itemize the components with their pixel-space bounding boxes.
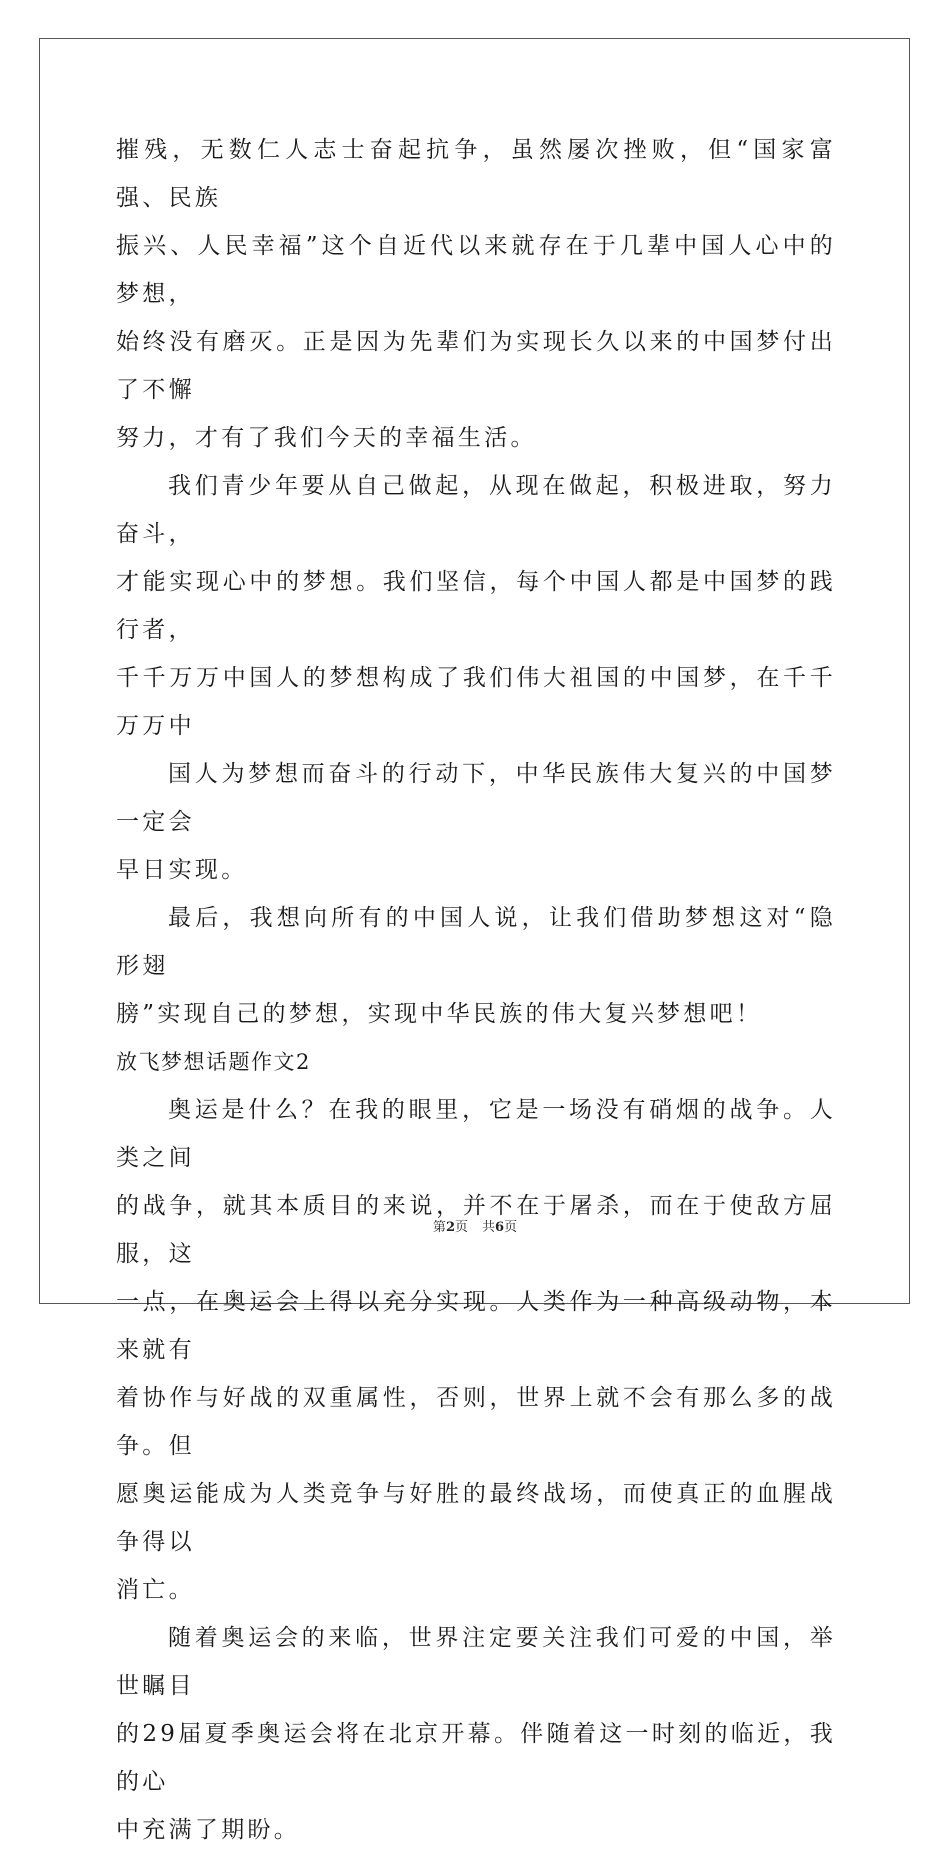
text-line: 我们青少年要从自己做起，从现在做起，积极进取，努力奋斗， (116, 473, 836, 547)
text-line: 愿奥运能成为人类竞争与好胜的最终战场，而使真正的血腥战争得以 (116, 1481, 836, 1555)
text-line: 的29届夏季奥运会将在北京开幕。伴随着这一时刻的临近，我的心 (116, 1721, 836, 1795)
text-line: 努力，才有了我们今天的幸福生活。 (116, 425, 537, 451)
text-line: 摧残，无数仁人志士奋起抗争，虽然屡次挫败，但“国家富强、民族 (116, 137, 836, 211)
paragraph-4 (116, 894, 836, 1038)
total-suffix: 页 (504, 1220, 518, 1235)
text-line: 始终没有磨灭。正是因为先辈们为实现长久以来的中国梦付出了不懈 (116, 329, 836, 403)
text-line: 的战争，就其本质目的来说，并不在于屠杀，而在于使敌方屈服，这 (116, 1193, 836, 1267)
paragraph-1 (116, 126, 836, 462)
document-body (116, 126, 836, 1854)
text-line: 着协作与好战的双重属性，否则，世界上就不会有那么多的战争。但 (116, 1385, 836, 1459)
text-line: 才能实现心中的梦想。我们坚信，每个中国人都是中国梦的践行者， (116, 569, 836, 643)
text-line: 膀”实现自己的梦想，实现中华民族的伟大复兴梦想吧！ (116, 1001, 763, 1027)
section-heading: 放飞梦想话题作文2 (116, 1050, 311, 1074)
section-paragraph-2 (116, 1614, 836, 1854)
text-line: 随着奥运会的来临，世界注定要关注我们可爱的中国，举世瞩目 (116, 1625, 836, 1699)
text-line: 奥运是什么？在我的眼里，它是一场没有硝烟的战争。人类之间 (116, 1097, 836, 1171)
page-footer (0, 1216, 950, 1235)
text-line: 一点，在奥运会上得以充分实现。人类作为一种高级动物，本来就有 (116, 1289, 836, 1363)
page-prefix: 第 (432, 1220, 446, 1235)
page-current: 2 (445, 1220, 455, 1235)
text-line: 国人为梦想而奋斗的行动下，中华民族伟大复兴的中国梦一定会 (116, 761, 836, 835)
page-suffix: 页 (454, 1220, 468, 1235)
text-line: 早日实现。 (116, 857, 248, 883)
text-line: 振兴、人民幸福”这个自近代以来就存在于几辈中国人心中的梦想， (116, 233, 836, 307)
paragraph-3 (116, 750, 836, 894)
paragraph-2 (116, 462, 836, 750)
text-line: 中充满了期盼。 (116, 1817, 301, 1843)
page-total: 6 (495, 1220, 505, 1235)
text-line: 消亡。 (116, 1577, 195, 1603)
total-prefix: 共 (482, 1220, 496, 1235)
text-line: 千千万万中国人的梦想构成了我们伟大祖国的中国梦，在千千万万中 (116, 665, 836, 739)
section-paragraph-1 (116, 1086, 836, 1614)
text-line: 最后，我想向所有的中国人说，让我们借助梦想这对“隐形翅 (116, 905, 836, 979)
